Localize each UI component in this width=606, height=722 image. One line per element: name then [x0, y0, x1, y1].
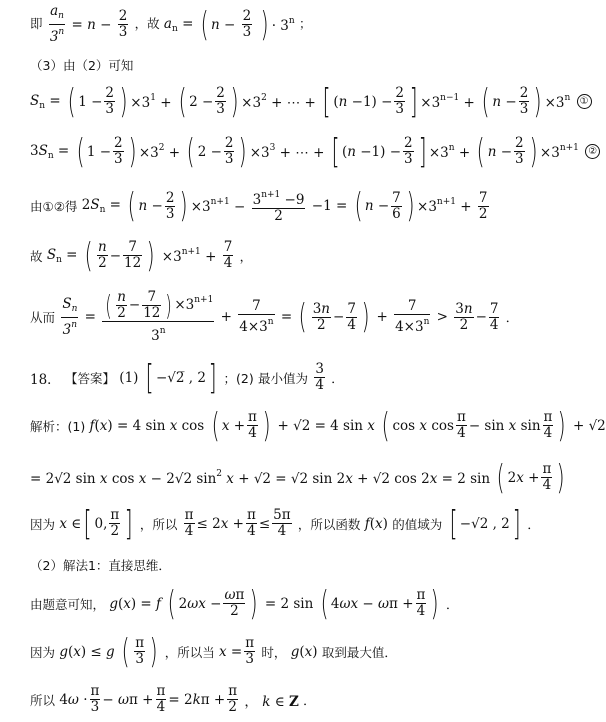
line-5: 由①②得 $2S_n$ = ( n − $\frac{2}{3}$ ) $\times 3^{n+1}$ − $\frac{3^{n+1} -9}{2}$ −1 = ( n − $\frac{7}{6}$ ) $\times 3^{n+1}$ + $\frac{7}{2}$: [30, 186, 488, 226]
text: （3）由（2）可知: [30, 58, 134, 73]
fraction: $\frac{2}{3}$: [118, 8, 128, 40]
line-4: $3S_n$ = ( 1 − $\frac{2}{3}$ ) $\times 3^2$ + ( 2 − $\frac{2}{3}$ ) $\times 3^3$ + ⋯ + [ (n −1) − $\frac{2}{3}$ ] $\times 3^n$ + ( n − $\frac{2}{3}$ ) $\times 3^{n+1}$ ②: [30, 136, 600, 167]
text: 取到最大值．: [321, 644, 397, 660]
text: （2）解法1：直接思维．: [30, 558, 171, 573]
text: ，所以: [139, 516, 178, 532]
text: ．: [505, 310, 519, 325]
text: (1): [119, 369, 139, 386]
text: ，所以当: [164, 644, 215, 660]
tag-2: ②: [585, 144, 600, 159]
text: 所以: [30, 692, 56, 708]
line-7: 从而 $\frac{S_n}{3^n}$ = ( $\frac{n}{2}$ − $\frac{7}{12}$ ) $\times 3^{n+1}$ 3$^n$ + $\frac{7}{4\times 3^n}$ = ( $\frac{3n}{2}$ − $\frac{7}{4}$ ) + $\frac{7}{4\times 3^n}$ > $\frac{3n}{2}$ − $\frac{7}{4}$ ．: [30, 288, 519, 344]
line-8: 18． 【答案】 (1) [ −√2̅ , 2] ；(2) 最小值为 $\frac{3}{4}$ ．: [30, 357, 344, 398]
line-6: 故 $S_n$ = ( $\frac{n}{2}$ − $\frac{7}{12}$ ) $\times 3^{n+1}$ + $\frac{7}{4}$ ，: [30, 235, 253, 276]
text: 故: [30, 248, 43, 264]
text: 的值域为: [392, 516, 443, 532]
line-10: = 2√2 sin x cos x − 2√2 $\sin^2 x + √2 = √2$ sin 2x + √2 cos 2x = 2 sin ( 2x + $\frac{\pi}{4}$ ): [30, 457, 565, 498]
text: 因为: [30, 644, 56, 660]
text: 由①②得: [30, 199, 78, 214]
text: ．: [445, 596, 459, 612]
text: 时，: [261, 644, 287, 660]
answer-label: 【答案】: [64, 370, 115, 386]
text: ；: [298, 16, 312, 31]
line-15: 所以 4ω · $\frac{\pi}{3}$ − ωπ + $\frac{\pi}{4}$ = 2kπ + $\frac{\pi}{2}$ ， k ∈ Z ．: [30, 683, 316, 715]
text: ，所以函数: [297, 516, 361, 532]
text: ；(2): [223, 370, 254, 386]
text: ．: [303, 692, 316, 708]
line-1: 即 $\frac{a_n}{3^n}$ = n − $\frac{2}{3}$ ，故 $a_n$ = ( n − $\frac{2}{3}$ ) · $3^n$ ；: [30, 3, 312, 45]
text: 即: [30, 16, 43, 31]
text: ．: [331, 370, 344, 386]
tag-1: ①: [577, 94, 592, 109]
text: 从而: [30, 310, 56, 325]
line-14: 因为 g(x) ≤ g ( $\frac{\pi}{3}$ ) ，所以当 x = $\frac{\pi}{3}$ 时， g(x) 取到最大值．: [30, 631, 397, 672]
text: ，故: [134, 16, 160, 31]
line-13: 由题意可知， g(x) = f ( 2ωx − $\frac{\omega\pi}{2}$ ) = 2 sin ( 4ωx − ωπ + $\frac{\pi}{4}$ ) ．: [30, 583, 459, 624]
fraction: $\frac{a_n}{3^n}$: [49, 3, 65, 45]
fraction: $\frac{2}{3}$: [242, 8, 252, 40]
text: 因为: [30, 516, 56, 532]
line-2: [30, 56, 133, 74]
line-3: $S_n$ = ( 1 − $\frac{2}{3}$ ) $\times 3^1$ + ( 2 − $\frac{2}{3}$ ) $\times 3^2$ + ⋯ + [ (n −1) − $\frac{2}{3}$ ] $\times 3^{n-1}$ + ( n − $\frac{2}{3}$ ) $\times 3^n$ ①: [30, 86, 592, 117]
text: 最小值为: [258, 370, 309, 386]
text: 解析：(1): [30, 418, 86, 434]
question-number: 18．: [30, 371, 61, 388]
text: 由题意可知，: [30, 596, 106, 612]
line-11: 因为 x ∈[ 0, $\frac{\pi}{2}$ ] ，所以 $\frac{\pi}{4}$ ≤ 2x + $\frac{\pi}{4}$ ≤ $\frac{5\pi}{4}$ ，所以函数 f(x) 的值域为 [ −√2 , 2] ．: [30, 503, 540, 544]
text: ．: [527, 516, 540, 532]
line-9: 解析：(1) f(x) = 4 sin x cos ( x + $\frac{\pi}{4}$ ) + √2 = 4 sin x ( cos x cos $\frac{\pi}{4}$ − sin x sin $\frac{\pi}{4}$ ) + √2: [30, 405, 606, 446]
line-12: [30, 556, 171, 574]
text: ，: [239, 248, 253, 264]
